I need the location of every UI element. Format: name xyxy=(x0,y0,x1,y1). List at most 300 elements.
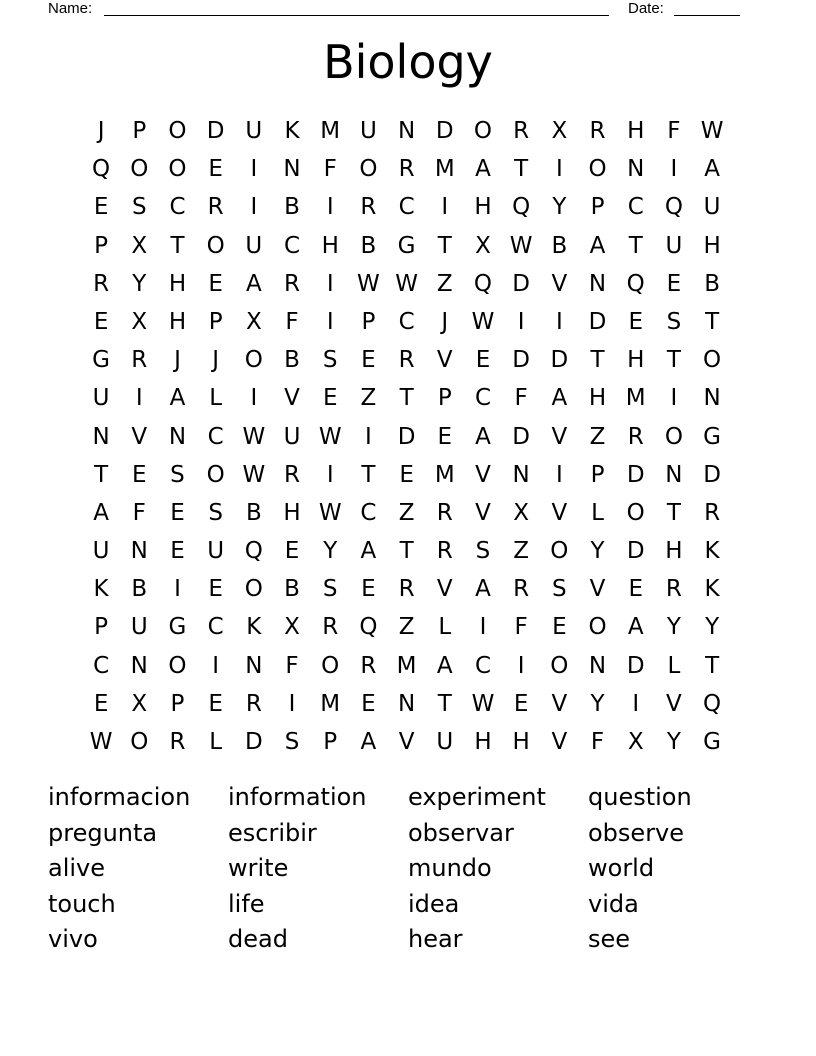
grid-letter[interactable]: O xyxy=(703,347,722,374)
grid-letter[interactable]: W xyxy=(242,423,266,450)
grid-letter[interactable]: Z xyxy=(398,499,415,526)
grid-letter[interactable]: U xyxy=(283,423,301,450)
grid-letter[interactable]: Q xyxy=(244,538,263,565)
grid-letter[interactable]: H xyxy=(588,385,607,412)
grid-letter[interactable]: Z xyxy=(398,614,415,641)
grid-letter[interactable]: W xyxy=(395,270,418,297)
grid-letter[interactable]: E xyxy=(666,270,682,297)
grid-letter[interactable]: B xyxy=(245,499,262,526)
grid-letter[interactable]: E xyxy=(437,423,453,450)
grid-letter[interactable]: T xyxy=(705,652,720,679)
grid-letter[interactable]: A xyxy=(551,385,568,412)
grid-letter[interactable]: N xyxy=(665,461,683,488)
grid-letter[interactable]: R xyxy=(589,118,606,144)
grid-letter[interactable]: U xyxy=(245,232,263,259)
grid-letter[interactable]: O xyxy=(588,156,607,183)
grid-letter[interactable]: D xyxy=(588,308,607,335)
grid-letter[interactable]: C xyxy=(398,308,415,335)
grid-letter[interactable]: W xyxy=(357,270,380,297)
grid-letter[interactable]: E xyxy=(284,538,300,565)
grid-letter[interactable]: Z xyxy=(589,423,606,450)
grid-letter[interactable]: H xyxy=(321,232,339,259)
grid-letter[interactable]: T xyxy=(399,538,414,565)
grid-letter[interactable]: R xyxy=(627,423,644,450)
grid-letter[interactable]: H xyxy=(168,270,187,297)
grid-letter[interactable]: L xyxy=(438,614,452,641)
grid-letter[interactable]: U xyxy=(359,118,377,144)
grid-letter[interactable]: N xyxy=(283,156,301,183)
grid-letter[interactable]: A xyxy=(436,652,453,679)
grid-letter[interactable]: X xyxy=(284,614,300,641)
grid-letter[interactable]: W xyxy=(509,232,533,259)
grid-letter[interactable]: Z xyxy=(436,270,453,297)
grid-letter[interactable]: Q xyxy=(664,194,683,221)
grid-letter[interactable]: N xyxy=(512,461,530,488)
grid-letter[interactable]: Q xyxy=(703,690,722,717)
grid-letter[interactable]: S xyxy=(552,576,567,603)
grid-letter[interactable]: V xyxy=(589,576,606,603)
grid-letter[interactable]: O xyxy=(206,461,225,488)
grid-letter[interactable]: U xyxy=(665,232,683,259)
grid-letter[interactable]: E xyxy=(208,270,223,297)
grid-letter[interactable]: J xyxy=(441,308,449,335)
grid-letter[interactable]: H xyxy=(627,347,645,374)
grid-letter[interactable]: S xyxy=(475,538,491,565)
grid-letter[interactable]: N xyxy=(703,385,721,412)
grid-letter[interactable]: P xyxy=(437,385,452,412)
grid-letter[interactable]: I xyxy=(250,385,258,412)
grid-letter[interactable]: R xyxy=(322,614,339,641)
grid-letter[interactable]: N xyxy=(397,118,416,144)
grid-letter[interactable]: D xyxy=(703,461,721,488)
grid-letter[interactable]: Y xyxy=(132,270,147,297)
grid-letter[interactable]: O xyxy=(359,156,378,183)
grid-letter[interactable]: F xyxy=(285,652,299,679)
grid-letter[interactable]: D xyxy=(206,118,225,144)
grid-letter[interactable]: I xyxy=(670,156,678,183)
grid-letter[interactable]: X xyxy=(131,232,148,259)
grid-letter[interactable]: I xyxy=(326,308,334,335)
grid-letter[interactable]: P xyxy=(361,308,376,335)
grid-letter[interactable]: O xyxy=(244,347,263,374)
grid-letter[interactable]: M xyxy=(625,385,646,412)
grid-letter[interactable]: F xyxy=(514,614,528,641)
grid-letter[interactable]: S xyxy=(284,729,300,755)
grid-letter[interactable]: U xyxy=(92,538,110,565)
grid-letter[interactable]: I xyxy=(250,156,258,183)
grid-letter[interactable]: E xyxy=(361,690,376,717)
grid-letter[interactable]: C xyxy=(627,194,644,221)
grid-letter[interactable]: E xyxy=(361,576,376,603)
grid-letter[interactable]: B xyxy=(551,232,568,259)
grid-letter[interactable]: F xyxy=(590,729,605,755)
grid-letter[interactable]: F xyxy=(514,385,528,412)
grid-letter[interactable]: A xyxy=(475,576,491,603)
grid-letter[interactable]: Y xyxy=(552,194,567,221)
grid-letter[interactable]: R xyxy=(207,194,224,221)
word-list-item: dead xyxy=(228,925,288,953)
grid-letter[interactable]: T xyxy=(705,308,720,335)
grid-letter[interactable]: V xyxy=(551,499,568,526)
grid-letter[interactable]: E xyxy=(132,461,147,488)
grid-letter[interactable]: W xyxy=(318,499,342,526)
grid-letter[interactable]: Y xyxy=(323,538,338,565)
grid-letter[interactable]: V xyxy=(551,423,568,450)
grid-letter[interactable]: W xyxy=(242,461,266,488)
grid-letter[interactable]: D xyxy=(550,347,569,374)
grid-letter[interactable]: V xyxy=(131,423,148,450)
grid-letter[interactable]: M xyxy=(434,156,455,183)
grid-letter[interactable]: S xyxy=(666,308,682,335)
grid-letter[interactable]: J xyxy=(174,347,181,374)
grid-letter[interactable]: T xyxy=(666,347,681,374)
grid-letter[interactable]: O xyxy=(626,499,645,526)
grid-letter[interactable]: J xyxy=(212,347,220,374)
grid-letter[interactable]: F xyxy=(132,499,146,526)
grid-letter[interactable]: B xyxy=(360,232,377,259)
grid-letter[interactable]: I xyxy=(517,308,525,335)
grid-letter[interactable]: B xyxy=(284,576,300,603)
grid-letter[interactable]: H xyxy=(627,118,645,144)
grid-letter[interactable]: T xyxy=(437,232,452,259)
grid-letter[interactable]: D xyxy=(626,538,645,565)
grid-letter[interactable]: I xyxy=(288,690,296,717)
word-list-item: touch xyxy=(48,889,116,918)
grid-letter[interactable]: I xyxy=(670,385,678,412)
grid-letter[interactable]: E xyxy=(399,461,414,488)
grid-letter[interactable]: H xyxy=(474,194,492,221)
grid-letter[interactable]: D xyxy=(435,118,454,144)
grid-letter[interactable]: H xyxy=(665,538,683,565)
grid-letter[interactable]: C xyxy=(284,232,301,259)
grid-letter[interactable]: G xyxy=(703,423,721,450)
name-label: Name: xyxy=(48,0,93,17)
grid-letter[interactable]: R xyxy=(398,347,415,374)
grid-letter[interactable]: C xyxy=(93,652,110,679)
grid-letter[interactable]: P xyxy=(590,461,605,488)
grid-letter[interactable]: H xyxy=(283,499,301,526)
page-title: Biology xyxy=(323,35,493,89)
grid-letter[interactable]: U xyxy=(436,729,454,755)
grid-letter[interactable]: P xyxy=(94,614,109,641)
grid-letter[interactable]: S xyxy=(131,194,147,221)
grid-letter[interactable]: W xyxy=(89,729,113,755)
grid-letter[interactable]: R xyxy=(284,270,301,297)
grid-letter[interactable]: N xyxy=(627,156,645,183)
grid-letter[interactable]: N xyxy=(588,270,607,297)
grid-letter[interactable]: E xyxy=(513,690,529,717)
grid-letter[interactable]: I xyxy=(135,385,143,412)
grid-letter[interactable]: V xyxy=(398,729,415,755)
grid-letter[interactable]: E xyxy=(93,690,109,717)
grid-letter[interactable]: W xyxy=(471,308,495,335)
grid-letter[interactable]: D xyxy=(626,461,645,488)
grid-letter[interactable]: P xyxy=(170,690,185,717)
name-blank-line[interactable] xyxy=(104,15,609,16)
grid-letter[interactable]: Y xyxy=(590,538,605,565)
grid-letter[interactable]: T xyxy=(437,690,452,717)
grid-letter[interactable]: T xyxy=(514,156,529,183)
grid-letter[interactable]: P xyxy=(132,118,147,144)
grid-row xyxy=(82,303,732,341)
grid-letter[interactable]: O xyxy=(588,614,607,641)
grid-letter[interactable]: E xyxy=(208,690,223,717)
grid-letter[interactable]: S xyxy=(322,576,338,603)
grid-letter[interactable]: R xyxy=(398,576,415,603)
grid-letter[interactable]: R xyxy=(360,652,377,679)
grid-letter[interactable]: X xyxy=(131,308,148,335)
grid-letter[interactable]: A xyxy=(704,156,720,183)
grid-letter[interactable]: Y xyxy=(666,614,681,641)
grid-letter[interactable]: I xyxy=(326,194,334,221)
grid-letter[interactable]: O xyxy=(206,232,225,259)
grid-letter[interactable]: K xyxy=(704,576,720,603)
grid-letter[interactable]: O xyxy=(244,576,263,603)
grid-letter[interactable]: N xyxy=(397,690,416,717)
grid-letter[interactable]: X xyxy=(131,690,148,717)
grid-letter[interactable]: D xyxy=(512,347,531,374)
grid-letter[interactable]: I xyxy=(250,194,258,221)
grid-letter[interactable]: O xyxy=(550,652,569,679)
grid-letter[interactable]: C xyxy=(474,385,491,412)
grid-letter[interactable]: E xyxy=(361,347,376,374)
grid-letter[interactable]: W xyxy=(700,118,724,144)
grid-letter[interactable]: D xyxy=(244,729,263,755)
grid-letter[interactable]: O xyxy=(130,729,149,755)
grid-letter[interactable]: T xyxy=(628,232,643,259)
grid-letter[interactable]: M xyxy=(320,690,341,717)
grid-letter[interactable]: O xyxy=(130,156,149,183)
grid-letter[interactable]: R xyxy=(513,576,530,603)
grid-letter[interactable]: N xyxy=(245,652,263,679)
grid-letter[interactable]: E xyxy=(170,538,185,565)
grid-letter[interactable]: V xyxy=(551,729,568,755)
grid-letter[interactable]: A xyxy=(627,614,644,641)
grid-letter[interactable]: G xyxy=(703,729,721,755)
grid-letter[interactable]: V xyxy=(436,576,453,603)
grid-letter[interactable]: R xyxy=(704,499,721,526)
grid-letter[interactable]: I xyxy=(555,156,563,183)
grid-letter[interactable]: W xyxy=(471,690,495,717)
grid-letter[interactable]: R xyxy=(665,576,682,603)
grid-letter[interactable]: R xyxy=(436,499,453,526)
grid-letter[interactable]: U xyxy=(92,385,110,412)
grid-letter[interactable]: O xyxy=(168,118,187,144)
grid-letter[interactable]: L xyxy=(209,729,223,755)
grid-letter[interactable]: E xyxy=(208,576,223,603)
grid-letter[interactable]: M xyxy=(320,118,341,144)
grid-letter[interactable]: R xyxy=(284,461,301,488)
grid-letter[interactable]: B xyxy=(131,576,148,603)
grid-letter[interactable]: O xyxy=(664,423,683,450)
grid-letter[interactable]: V xyxy=(284,385,300,412)
grid-letter[interactable]: W xyxy=(318,423,342,450)
grid-letter[interactable]: R xyxy=(245,690,262,717)
grid-letter[interactable]: E xyxy=(208,156,223,183)
grid-letter[interactable]: Q xyxy=(92,156,111,183)
grid-letter[interactable]: N xyxy=(92,423,110,450)
grid-letter[interactable]: S xyxy=(170,461,185,488)
grid-letter[interactable]: F xyxy=(285,308,299,335)
grid-letter[interactable]: E xyxy=(93,308,109,335)
grid-letter[interactable]: Y xyxy=(666,729,681,755)
grid-letter[interactable]: A xyxy=(93,499,109,526)
grid-letter[interactable]: H xyxy=(512,729,530,755)
grid-letter[interactable]: X xyxy=(475,232,491,259)
grid-letter[interactable]: T xyxy=(361,461,376,488)
grid-letter[interactable]: Y xyxy=(705,614,720,641)
grid-letter[interactable]: B xyxy=(284,194,300,221)
grid-letter[interactable]: V xyxy=(551,690,568,717)
grid-letter[interactable]: N xyxy=(130,652,148,679)
grid-letter[interactable]: P xyxy=(323,729,338,755)
grid-letter[interactable]: G xyxy=(92,347,110,374)
grid-letter[interactable]: U xyxy=(245,118,263,144)
grid-letter[interactable]: O xyxy=(473,118,493,144)
grid-letter[interactable]: A xyxy=(169,385,186,412)
grid-letter[interactable]: X xyxy=(551,118,568,144)
grid-letter[interactable]: X xyxy=(627,729,644,755)
grid-letter[interactable]: L xyxy=(209,385,223,412)
grid-letter[interactable]: C xyxy=(169,194,186,221)
grid-letter[interactable]: D xyxy=(512,423,531,450)
grid-letter[interactable]: K xyxy=(246,614,262,641)
grid-letter[interactable]: N xyxy=(168,423,187,450)
grid-letter[interactable]: F xyxy=(667,118,681,144)
grid-row xyxy=(82,647,732,685)
grid-letter[interactable]: E xyxy=(628,576,643,603)
grid-letter[interactable]: B xyxy=(284,347,300,374)
grid-letter[interactable]: A xyxy=(245,270,262,297)
grid-letter[interactable]: G xyxy=(397,232,416,259)
grid-letter[interactable]: V xyxy=(475,461,491,488)
grid-letter[interactable]: R xyxy=(360,194,377,221)
grid-letter[interactable]: H xyxy=(703,232,721,259)
grid-letter[interactable]: S xyxy=(208,499,223,526)
grid-letter[interactable]: G xyxy=(168,614,187,641)
grid-letter[interactable]: I xyxy=(365,423,372,450)
grid-letter[interactable]: K xyxy=(93,576,109,603)
grid-letter[interactable]: B xyxy=(704,270,720,297)
grid-letter[interactable]: C xyxy=(360,499,377,526)
grid-letter[interactable]: E xyxy=(170,499,185,526)
grid-letter[interactable]: A xyxy=(475,156,491,183)
grid-letter[interactable]: K xyxy=(704,538,720,565)
grid-letter[interactable]: V xyxy=(666,690,682,717)
grid-letter[interactable]: Q xyxy=(626,270,645,297)
grid-letter[interactable]: R xyxy=(131,347,148,374)
grid-letter[interactable]: I xyxy=(441,194,449,221)
grid-letter[interactable]: E xyxy=(322,385,338,412)
word-list-item: idea xyxy=(408,889,460,918)
grid-letter[interactable]: X xyxy=(513,499,530,526)
grid-letter[interactable]: U xyxy=(130,614,148,641)
grid-letter[interactable]: P xyxy=(208,308,223,335)
grid-letter[interactable]: A xyxy=(589,232,606,259)
grid-letter[interactable]: R xyxy=(436,538,453,565)
grid-letter[interactable]: L xyxy=(667,652,681,679)
grid-letter[interactable]: M xyxy=(434,461,455,488)
grid-letter[interactable]: X xyxy=(245,308,262,335)
grid-letter[interactable]: H xyxy=(474,729,492,755)
grid-letter[interactable]: N xyxy=(588,652,607,679)
grid-letter[interactable]: O xyxy=(321,652,340,679)
grid-letter[interactable]: I xyxy=(517,652,525,679)
grid-letter[interactable]: A xyxy=(475,423,491,450)
grid-letter[interactable]: Q xyxy=(473,270,493,297)
grid-letter[interactable]: H xyxy=(168,308,187,335)
grid-letter[interactable]: I xyxy=(479,614,487,641)
grid-letter[interactable]: I xyxy=(632,690,640,717)
date-blank-line[interactable] xyxy=(674,15,740,16)
grid-letter[interactable]: Y xyxy=(590,690,605,717)
grid-letter[interactable]: S xyxy=(322,347,338,374)
grid-letter[interactable]: D xyxy=(397,423,416,450)
grid-letter[interactable]: C xyxy=(207,614,224,641)
grid-letter[interactable]: O xyxy=(168,652,187,679)
grid-letter[interactable]: I xyxy=(326,461,334,488)
grid-letter[interactable]: Q xyxy=(359,614,378,641)
grid-letter[interactable]: I xyxy=(326,270,334,297)
grid-letter[interactable]: D xyxy=(512,270,531,297)
grid-letter[interactable]: O xyxy=(168,156,187,183)
grid-letter[interactable]: I xyxy=(174,576,181,603)
grid-letter[interactable]: J xyxy=(97,118,105,144)
grid-letter[interactable]: Z xyxy=(360,385,377,412)
grid-letter[interactable]: T xyxy=(94,461,109,488)
grid-letter[interactable]: U xyxy=(207,538,225,565)
grid-letter[interactable]: N xyxy=(130,538,148,565)
word-list-item: world xyxy=(588,854,655,882)
grid-letter[interactable]: E xyxy=(93,194,109,221)
grid-letter[interactable]: Q xyxy=(512,194,531,221)
word-list-item: alive xyxy=(48,854,106,882)
grid-letter[interactable]: Z xyxy=(513,538,530,565)
grid-letter[interactable]: T xyxy=(170,232,185,259)
grid-letter[interactable]: R xyxy=(398,156,415,183)
grid-letter[interactable]: E xyxy=(628,308,643,335)
grid-letter[interactable]: C xyxy=(207,423,224,450)
grid-letter[interactable]: V xyxy=(551,270,568,297)
grid-letter[interactable]: R xyxy=(169,729,186,755)
grid-letter[interactable]: T xyxy=(399,385,414,412)
grid-letter[interactable]: D xyxy=(626,652,645,679)
grid-letter[interactable]: C xyxy=(474,652,491,679)
grid-letter[interactable]: M xyxy=(396,652,417,679)
grid-letter[interactable]: F xyxy=(323,156,337,183)
grid-letter[interactable]: A xyxy=(360,729,377,755)
grid-letter[interactable]: P xyxy=(590,194,605,221)
grid-letter[interactable]: I xyxy=(212,652,220,679)
grid-letter[interactable]: V xyxy=(436,347,453,374)
grid-letter[interactable]: R xyxy=(513,118,530,144)
grid-letter[interactable]: V xyxy=(475,499,491,526)
grid-letter[interactable]: C xyxy=(398,194,415,221)
grid-letter[interactable]: T xyxy=(666,499,681,526)
grid-letter[interactable]: T xyxy=(590,347,605,374)
grid-letter[interactable]: E xyxy=(475,347,491,374)
grid-letter[interactable]: P xyxy=(94,232,109,259)
grid-letter[interactable]: I xyxy=(555,308,563,335)
grid-letter[interactable]: I xyxy=(555,461,563,488)
grid-letter[interactable]: R xyxy=(93,270,110,297)
grid-letter[interactable]: A xyxy=(360,538,377,565)
grid-letter[interactable]: O xyxy=(550,538,569,565)
grid-letter[interactable]: L xyxy=(591,499,604,526)
grid-letter[interactable]: E xyxy=(552,614,567,641)
grid-letter[interactable]: K xyxy=(284,118,300,144)
grid-letter[interactable]: U xyxy=(703,194,721,221)
